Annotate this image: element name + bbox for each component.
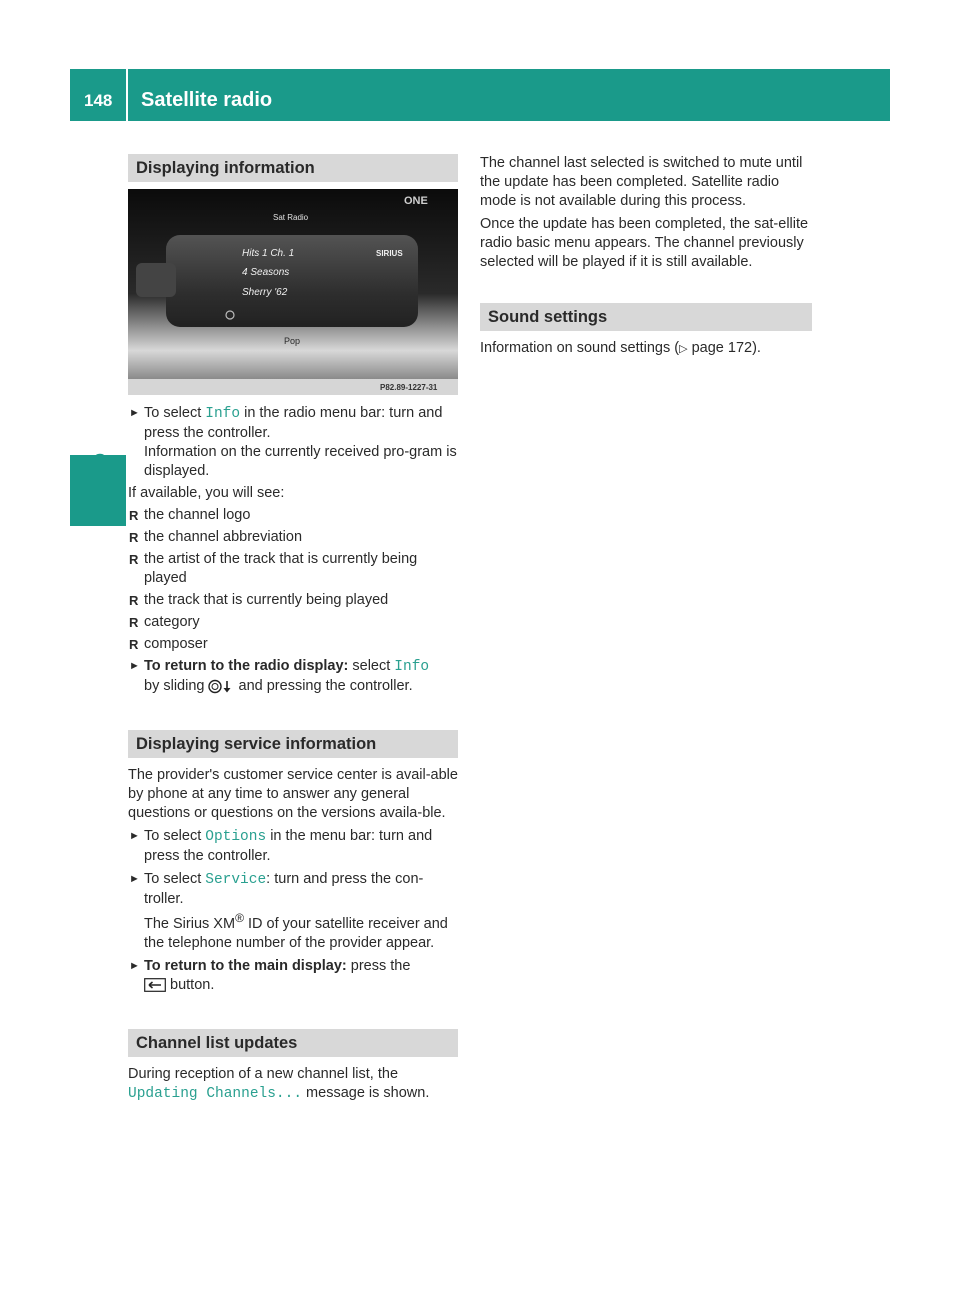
step-return-main (128, 957, 458, 995)
para-text: Information on sound settings ( (480, 340, 680, 356)
bullet-icon: R (129, 637, 139, 652)
screen-brand: SIRIUS (376, 249, 403, 258)
page-header (70, 69, 890, 121)
list-item-text: the channel logo (144, 507, 251, 523)
code-info: Info (394, 659, 430, 675)
screen-track: Sherry '62 (242, 287, 288, 298)
screen-code: P82.89-1227-31 (380, 383, 438, 392)
screen-artist: 4 Seasons (242, 267, 290, 278)
list-item (128, 613, 458, 632)
screen-category: Pop (284, 336, 301, 346)
bullet-icon: R (129, 508, 139, 523)
step-text: by sliding (144, 678, 209, 694)
step-arrow-icon: ► (129, 959, 140, 972)
step-text: in the radio menu bar: turn and press the controller. (144, 405, 443, 441)
service-paragraph: The provider's customer service center is avail-able by phone at any time to answer any general questions or questions on the versions availa-ble. (128, 767, 458, 821)
back-button-icon (144, 978, 166, 992)
sound-paragraph (480, 339, 812, 359)
feature-list (128, 506, 458, 654)
para-text: page 172). (687, 340, 761, 356)
code-info: Info (205, 406, 241, 422)
step-arrow-icon: ► (129, 830, 140, 842)
header-divider (126, 69, 128, 121)
list-item (128, 528, 458, 547)
para-text: message is shown. (302, 1084, 430, 1101)
step-result: The Sirius XM (144, 915, 236, 932)
list-item (128, 506, 458, 525)
bullet-icon: R (129, 593, 139, 608)
bullet-icon: R (129, 552, 139, 567)
list-item-text: the track that is currently being played (144, 592, 389, 608)
controller-slide-down-icon (208, 679, 234, 694)
list-item (128, 635, 458, 654)
side-tab-block (70, 455, 126, 526)
update-complete-paragraph: Once the update has been completed, the sat-ellite radio basic menu appears. The channel previously selected will be played if it is still available. (480, 216, 809, 270)
step-text: and pressing the controller. (234, 678, 413, 694)
screen-logo: ONE (404, 195, 428, 207)
channel-list-paragraph (128, 1065, 458, 1104)
list-item (128, 591, 458, 610)
screen-menu-title: Sat Radio (273, 213, 309, 222)
step-arrow-icon: ► (129, 407, 140, 419)
section-title-displaying-information: Displaying information (128, 154, 458, 182)
step-select-service (128, 870, 458, 953)
step-select-options (128, 827, 458, 866)
step-text: press the (346, 957, 411, 974)
step-text: select (348, 658, 395, 674)
step-text: To select (144, 871, 206, 887)
list-item-text: category (144, 614, 200, 630)
code-service: Service (205, 872, 267, 888)
code-updating-channels: Updating Channels... (128, 1085, 303, 1102)
radio-screen-illustration (128, 189, 458, 395)
column-right (480, 154, 812, 359)
step-text: in the menu bar: turn and press the controller. (144, 828, 433, 864)
screen-channel: Hits 1 Ch. 1 (242, 248, 295, 259)
step-return-radio (128, 657, 458, 696)
registered-mark: ® (235, 911, 244, 925)
list-item (128, 550, 458, 588)
step-result: ID of your satellite receiver and the telephone number of the provider appear. (144, 915, 448, 951)
section-title-channel-list-updates: Channel list updates (128, 1029, 458, 1057)
step-text: To select (144, 828, 206, 844)
step-text: button. (166, 976, 215, 993)
list-item-text: the channel abbreviation (144, 529, 303, 545)
update-mute-paragraph: The channel last selected is switched to mute until the update has been completed. Satellite radio mode is not available during this process. (480, 155, 803, 209)
code-options: Options (205, 829, 267, 845)
list-item-text: the artist of the track that is currently being played (144, 551, 418, 586)
bullet-icon: R (129, 615, 139, 630)
step-arrow-icon: ► (129, 873, 140, 885)
step-bold: To return to the main display: (144, 957, 347, 974)
section-title-sound-settings: Sound settings (480, 303, 812, 331)
bullet-icon: R (129, 530, 139, 545)
page-title: Satellite radio (141, 89, 273, 111)
step-bold: To return to the radio display: (144, 658, 349, 674)
step-text: To select (144, 405, 206, 421)
page-ref-arrow-icon: ▷ (679, 343, 688, 355)
radio-screenshot (128, 189, 458, 395)
list-item-text: composer (144, 636, 208, 652)
step-arrow-icon: ► (129, 660, 140, 672)
step-select-info (128, 404, 458, 481)
para-text: During reception of a new channel list, the (128, 1065, 399, 1082)
column-left (128, 154, 458, 1104)
intro-text: If available, you will see: (128, 485, 285, 501)
step-result: Information on the currently received pro-gram is displayed. (144, 444, 457, 479)
page-number: 148 (84, 91, 113, 110)
step-text: : turn and press the con-troller. (144, 871, 424, 907)
section-title-service-information: Displaying service information (128, 730, 458, 758)
